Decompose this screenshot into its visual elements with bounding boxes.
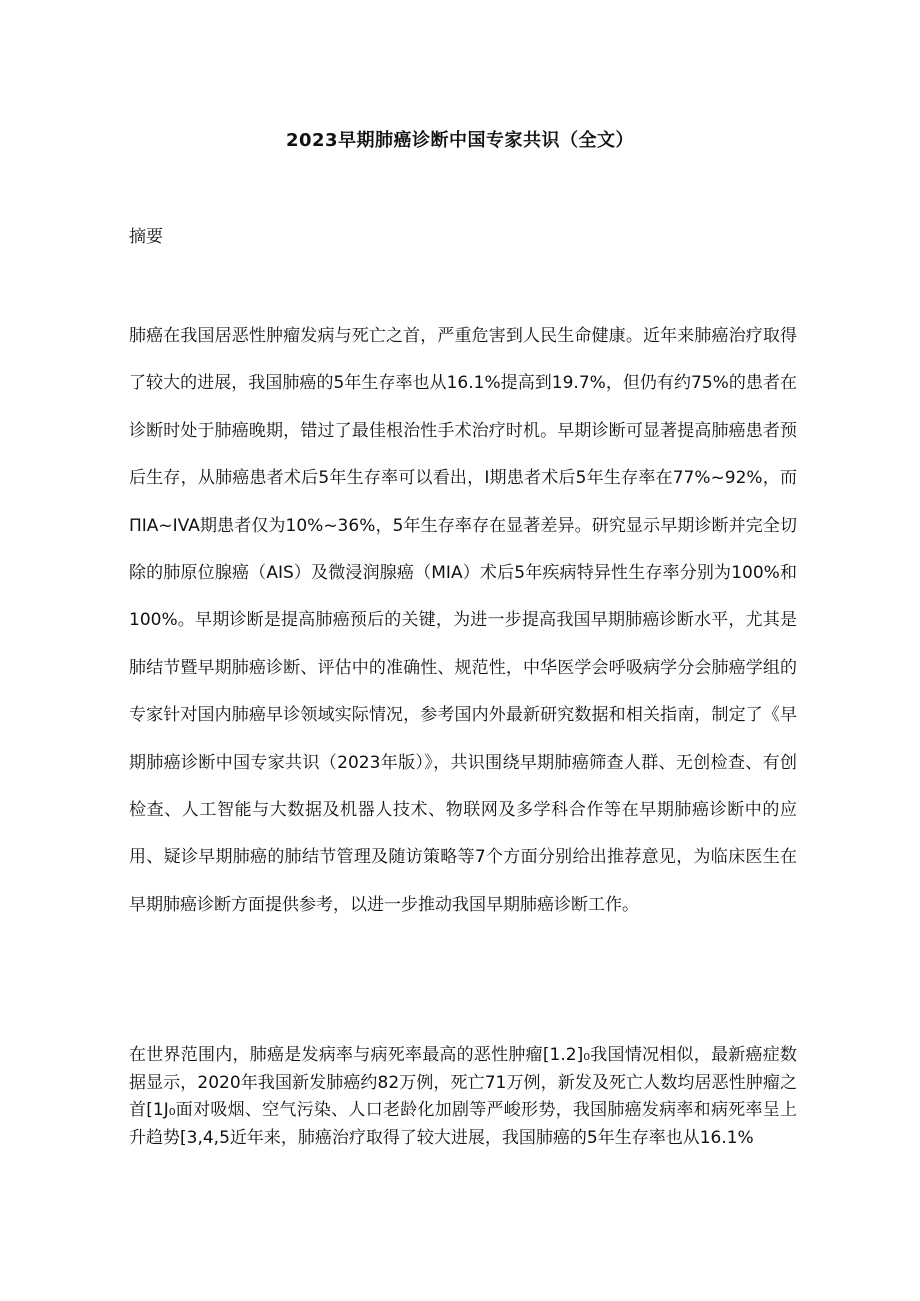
abstract-paragraph: 肺癌在我国居恶性肿瘤发病与死亡之首，严重危害到人民生命健康。近年来肺癌治疗取得了较大的进展，我国肺癌的5年生存率也从16.1%提高到19.7%，但仍有约75%的患者在诊断时处于肺癌晚期，错过了最佳根治性手术治疗时机。早期诊断可显著提高肺癌患者预后生存，从肺癌患者术后5年生存率可以看出，I期患者术后5年生存率在77%~92%，而ΠIA~IVA期患者仅为10%~36%，5年生存率存在显著差异。研究显示早期诊断并完全切除的肺原位腺癌（AIS）及微浸润腺癌（MIA）术后5年疾病特异性生存率分别为100%和100%。早期诊断是提高肺癌预后的关键，为进一步提高我国早期肺癌诊断水平，尤其是肺结节暨早期肺癌诊断、评估中的准确性、规范性，中华医学会呼吸病学分会肺癌学组的专家针对国内肺癌早诊领域实际情况，参考国内外最新研究数据和相关指南，制定了《早期肺癌诊断中国专家共识（2023年版）》，共识围绕早期肺癌筛查人群、无创检查、有创检查、人工智能与大数据及机器人技术、物联网及多学科合作等在早期肺癌诊断中的应用、疑诊早期肺癌的肺结节管理及随访策略等7个方面分别给出推荐意见，为临床医生在早期肺癌诊断方面提供参考，以进一步推动我国早期肺癌诊断工作。 [129,326,797,915]
document-title: 2023早期肺癌诊断中国专家共识（全文） [285,130,635,151]
section-heading-abstract: 摘要 [129,227,163,247]
intro-paragraph: 在世界范围内，肺癌是发病率与病死率最高的恶性肿瘤[1.2]₀我国情况相似，最新癌症数据显示，2020年我国新发肺癌约82万例，死亡71万例，新发及死亡人数均居恶性肿瘤之首[1J₀面对吸烟、空气污染、人口老龄化加剧等严峻形势，我国肺癌发病率和病死率呈上升趋势[3,4,5近年来，肺癌治疗取得了较大进展，我国肺癌的5年生存率也从16.1% [129,1045,797,1148]
